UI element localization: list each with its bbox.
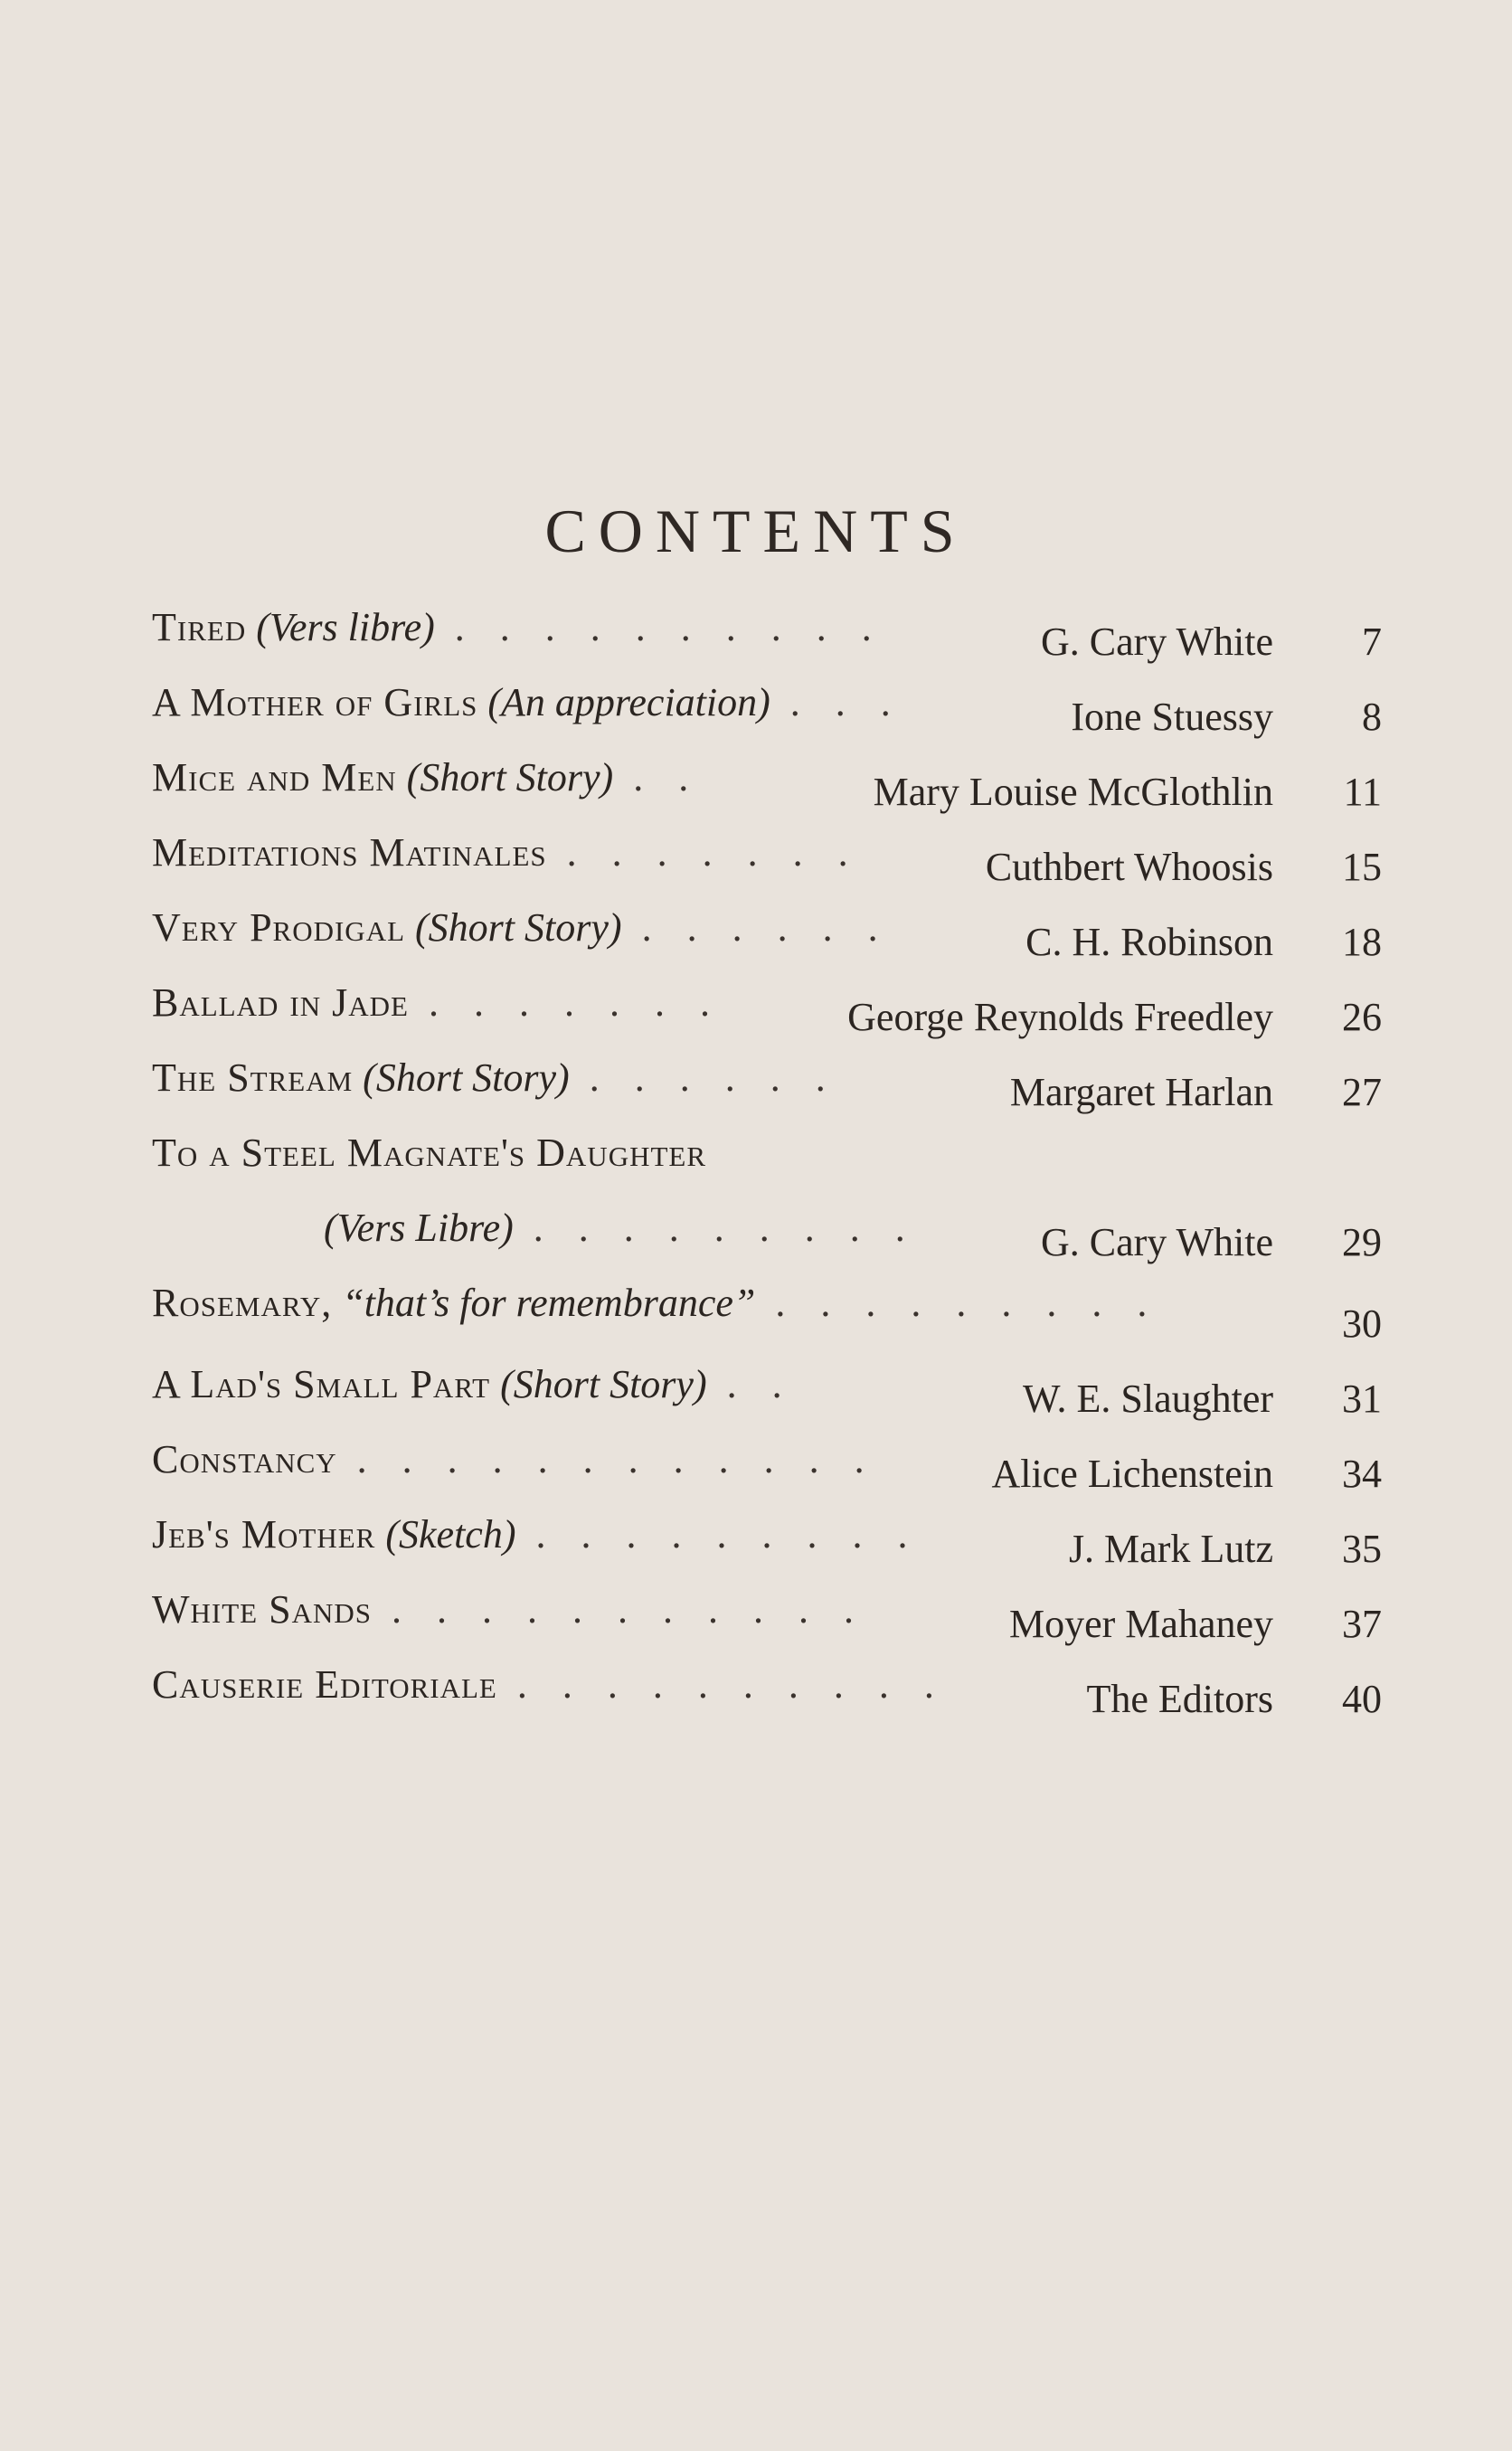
entry-subtitle: (Vers libre) <box>256 605 435 649</box>
toc-entry <box>152 604 1382 679</box>
entry-author: The Editors <box>1086 1677 1273 1721</box>
entry-page: 35 <box>1342 1527 1382 1571</box>
entry-title: Causerie Editoriale <box>152 1662 497 1707</box>
entry-subtitle: (Vers Libre) <box>324 1206 514 1250</box>
toc-entry <box>152 829 1382 904</box>
toc-entry <box>152 1511 1382 1586</box>
toc-entry <box>152 979 1382 1055</box>
entry-page: 37 <box>1342 1602 1382 1646</box>
toc-entry <box>152 904 1382 979</box>
leader-dots: . . <box>633 755 702 800</box>
leader-dots: . . . <box>789 680 903 724</box>
toc-entry <box>152 1361 1382 1436</box>
toc-entry <box>152 1586 1382 1661</box>
entry-author: C. H. Robinson <box>1025 920 1273 964</box>
table-of-contents <box>152 604 1382 1737</box>
entry-page: 34 <box>1342 1452 1382 1496</box>
entry-page: 31 <box>1342 1377 1382 1421</box>
entry-title: Mice and Men <box>152 755 397 800</box>
entry-page: 30 <box>1342 1301 1382 1346</box>
entry-page: 7 <box>1362 620 1382 664</box>
entry-author: Mary Louise McGlothlin <box>873 770 1273 814</box>
entry-title: Tired <box>152 605 247 649</box>
leader-dots: . . . . . . . <box>566 830 861 875</box>
entry-subtitle: (Short Story) <box>406 755 614 800</box>
entry-title: To a Steel Magnate's Daughter <box>152 1131 707 1175</box>
toc-entry <box>152 1436 1382 1511</box>
entry-page: 11 <box>1343 770 1382 814</box>
entry-title: A Lad's Small Part <box>152 1362 491 1406</box>
entry-subtitle: (Short Story) <box>415 905 622 950</box>
leader-dots: . . . . . . . . . . <box>454 605 884 649</box>
leader-dots: . . . . . . . . . <box>775 1281 1160 1325</box>
entry-author: George Reynolds Freedley <box>847 995 1273 1039</box>
toc-entry-continuation <box>152 1205 1382 1280</box>
leader-dots: . . <box>726 1362 795 1406</box>
contents-heading: CONTENTS <box>544 497 968 565</box>
entry-title: Ballad in Jade <box>152 980 409 1025</box>
entry-page: 15 <box>1342 845 1382 889</box>
entry-subtitle: (Short Story) <box>500 1362 707 1406</box>
entry-title: Meditations Matinales <box>152 830 547 875</box>
entry-page: 26 <box>1342 995 1382 1039</box>
leader-dots: . . . . . . . . . . <box>516 1662 947 1707</box>
entry-author: W. E. Slaughter <box>1023 1377 1273 1421</box>
entry-author: Moyer Mahaney <box>1008 1602 1273 1646</box>
entry-author: G. Cary White <box>1040 1220 1273 1264</box>
entry-subtitle: “that’s for remembrance” <box>342 1281 756 1325</box>
leader-dots: . . . . . . . . . <box>533 1206 918 1250</box>
entry-page: 27 <box>1342 1070 1382 1114</box>
entry-title: A Mother of Girls <box>152 680 478 724</box>
entry-author: Cuthbert Whoosis <box>985 845 1273 889</box>
toc-entry <box>152 754 1382 829</box>
entry-page: 29 <box>1342 1220 1382 1264</box>
entry-author: Ione Stuessy <box>1071 695 1273 739</box>
leader-dots: . . . . . . <box>641 905 891 950</box>
leader-dots: . . . . . . . . . . . <box>392 1587 866 1632</box>
entry-page: 18 <box>1342 920 1382 964</box>
entry-title: Very Prodigal <box>152 905 406 950</box>
entry-author: Alice Lichenstein <box>991 1452 1273 1496</box>
toc-entry <box>152 1280 1382 1361</box>
entry-title: White Sands <box>152 1587 372 1632</box>
leader-dots: . . . . . . . <box>428 980 723 1025</box>
leader-dots: . . . . . . . . . . . . <box>356 1437 877 1481</box>
entry-title: Constancy <box>152 1437 337 1481</box>
leader-dots: . . . . . . . . . <box>535 1512 921 1557</box>
toc-entry <box>152 679 1382 754</box>
toc-entry <box>152 1130 1382 1205</box>
entry-author: Margaret Harlan <box>1009 1070 1273 1114</box>
toc-entry <box>152 1661 1382 1737</box>
entry-subtitle: (Short Story) <box>363 1055 570 1100</box>
entry-subtitle: (Sketch) <box>385 1512 516 1557</box>
entry-page: 8 <box>1362 695 1382 739</box>
entry-author: J. Mark Lutz <box>1068 1527 1273 1571</box>
entry-page: 40 <box>1342 1677 1382 1721</box>
entry-title: The Stream <box>152 1055 354 1100</box>
entry-title: Rosemary, <box>152 1281 333 1325</box>
leader-dots: . . . . . . <box>589 1055 838 1100</box>
toc-entry <box>152 1055 1382 1130</box>
entry-subtitle: (An appreciation) <box>487 680 770 724</box>
entry-title: Jeb's Mother <box>152 1512 376 1557</box>
entry-author: G. Cary White <box>1040 620 1273 664</box>
